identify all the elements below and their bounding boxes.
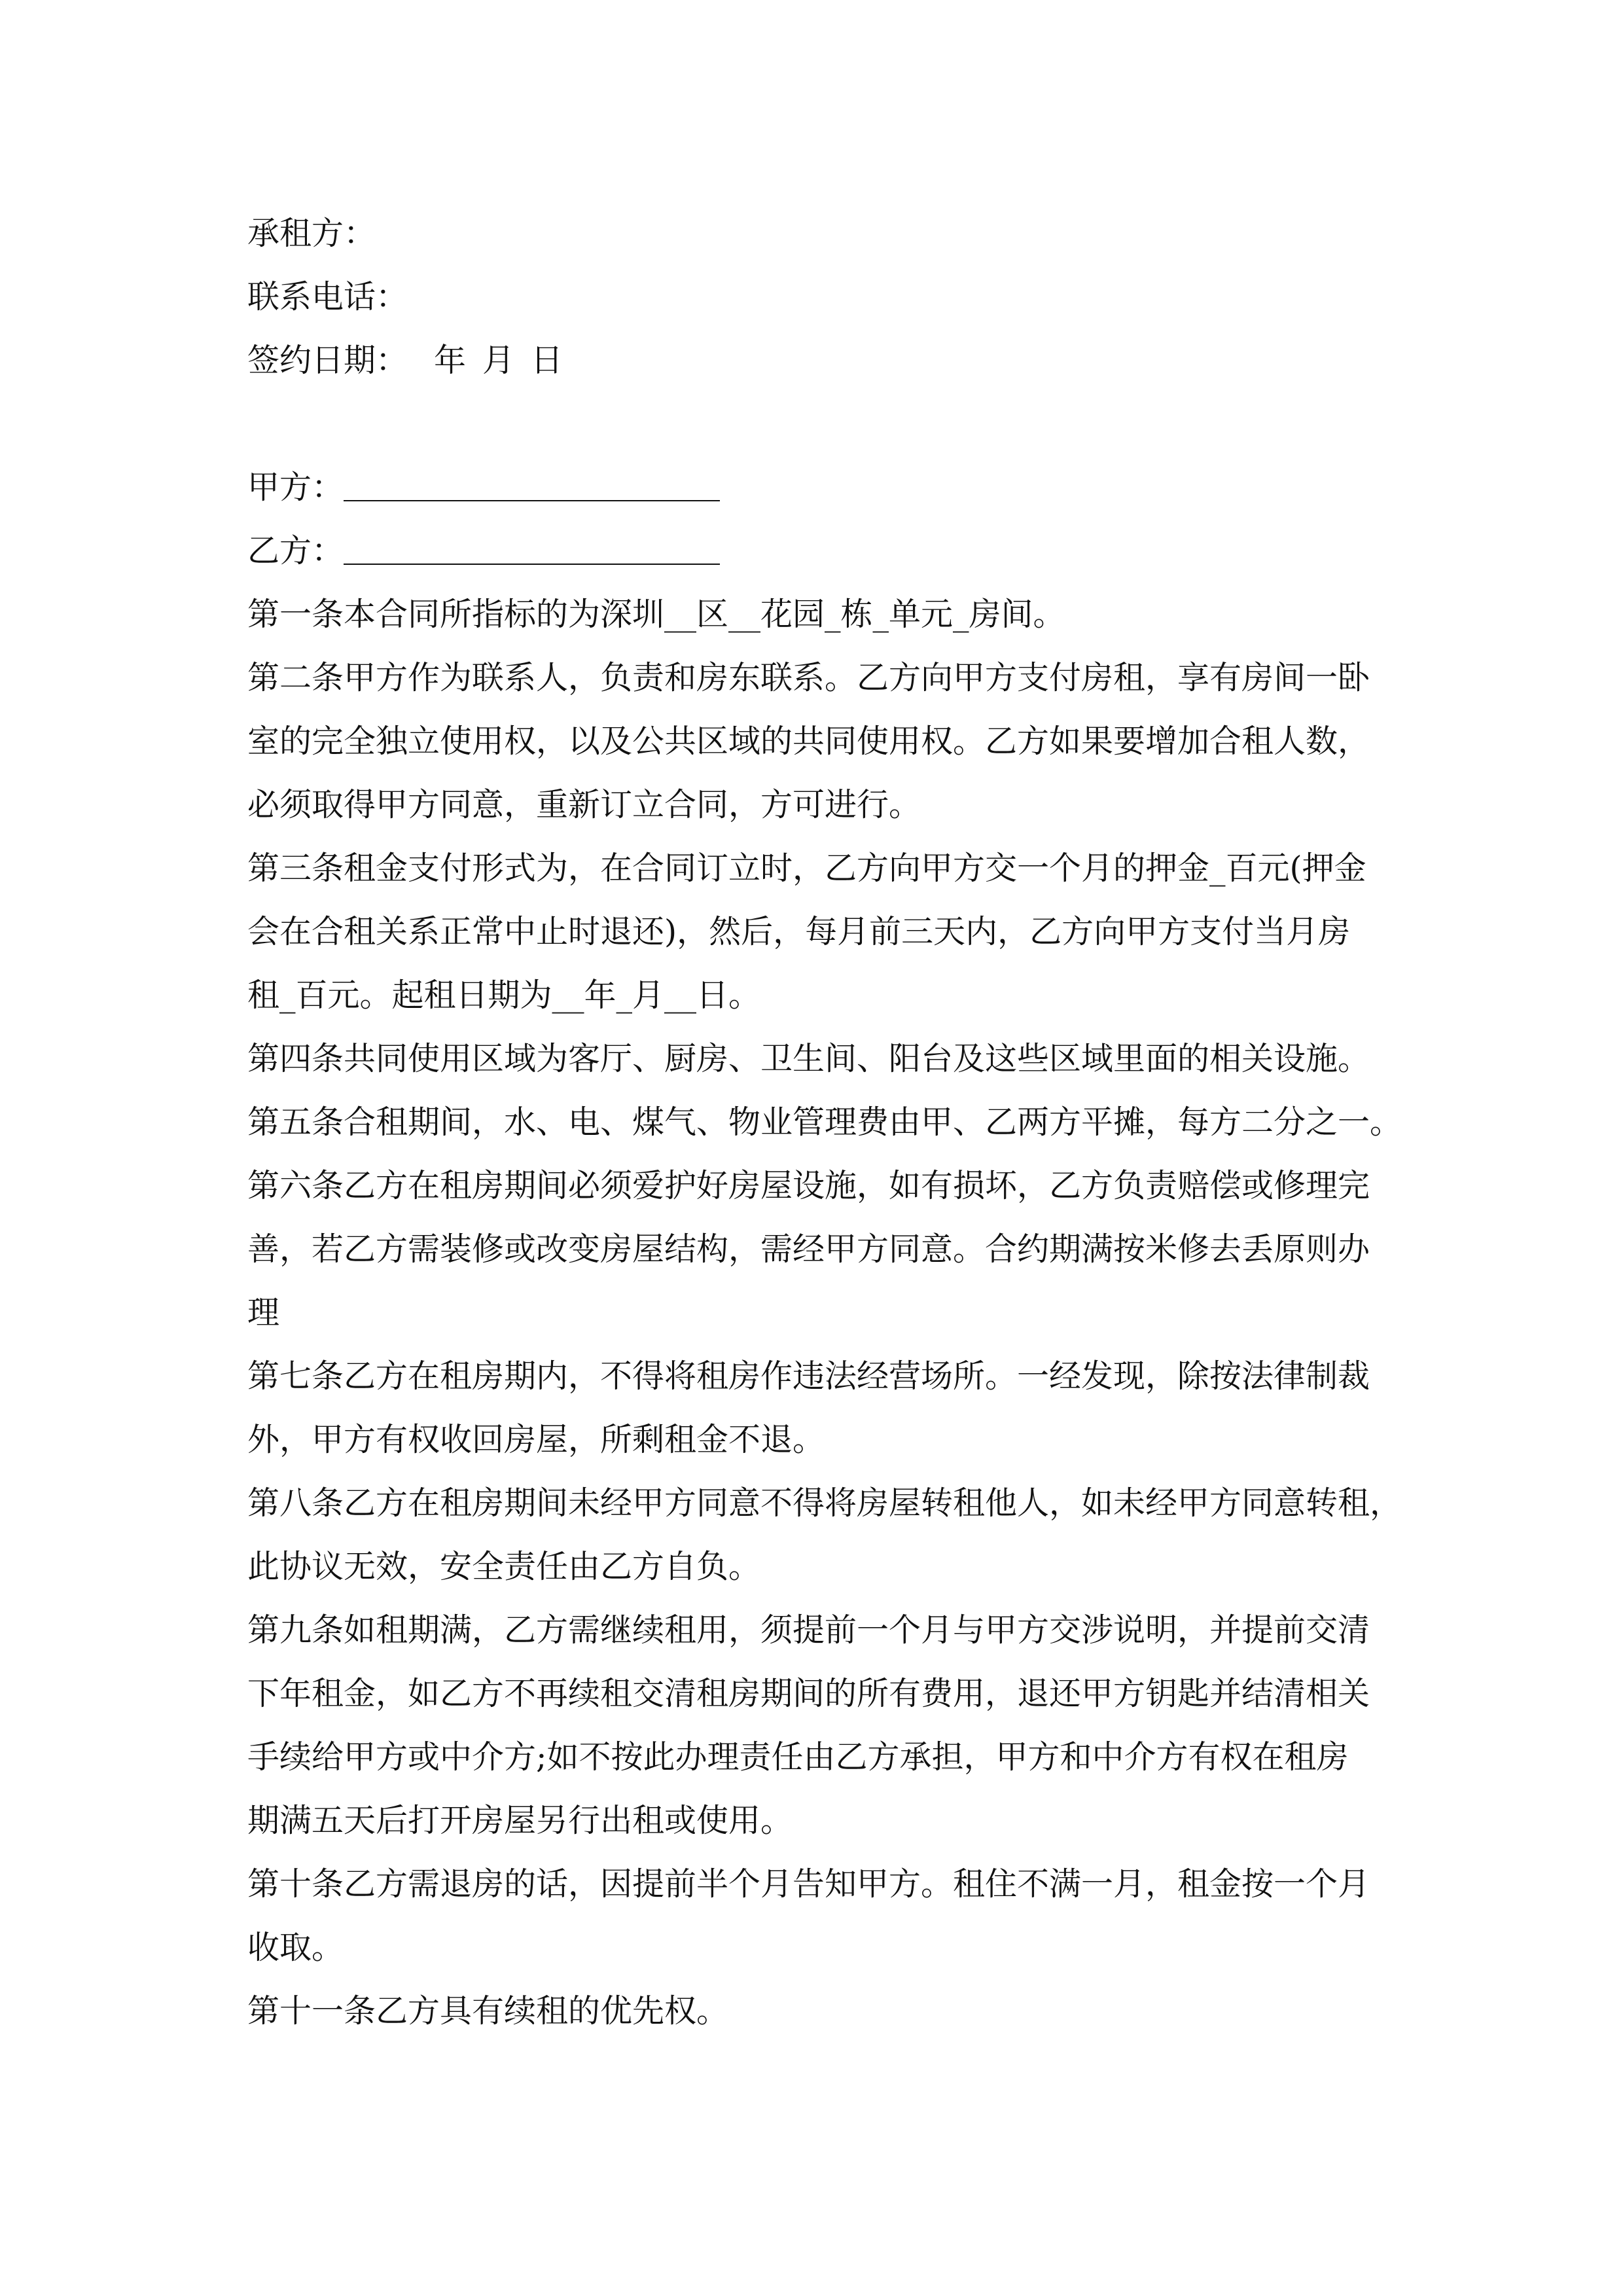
article-line: 第九条如租期满，乙方需继续租用，须提前一个月与甲方交涉说明，并提前交清: [247, 1611, 1370, 1649]
article-line: 理: [247, 1294, 280, 1331]
party-b-label: 乙方：: [247, 532, 344, 569]
article-line: 第三条租金支付形式为，在合同订立时，乙方向甲方交一个月的押金_百元(押金: [247, 850, 1366, 887]
article-line: 第二条甲方作为联系人，负责和房东联系。乙方向甲方支付房租，享有房间一卧: [247, 659, 1370, 696]
article-line: 期满五天后打开房屋另行出租或使用。: [247, 1802, 793, 1839]
party-a-label: 甲方：: [247, 469, 344, 506]
article-line: 必须取得甲方同意，重新订立合同，方可进行。: [247, 786, 921, 823]
article-line: 第一条本合同所指标的为深圳__区__花园_栋_单元_房间。: [247, 596, 1065, 633]
article-line: 此协议无效，安全责任由乙方自负。: [247, 1548, 761, 1585]
article-line: 租_百元。起租日期为__年_月__日。: [247, 977, 761, 1014]
article-line: 收取。: [247, 1929, 344, 1966]
sign-date-line: [247, 329, 1406, 392]
sign-date-month: 月: [482, 342, 515, 379]
article-line: 下年租金，如乙方不再续租交清租房期间的所有费用，退还甲方钥匙并结清相关: [247, 1675, 1370, 1712]
party-a-signature-line: [344, 456, 720, 501]
article-line: 第四条共同使用区域为客厅、厨房、卫生间、阳台及这些区域里面的相关设施。: [247, 1040, 1370, 1077]
party-b-line: [247, 519, 1406, 583]
article-line: 第十条乙方需退房的话，因提前半个月告知甲方。租住不满一月，租金按一个月: [247, 1865, 1370, 1903]
article-line: 第七条乙方在租房期内，不得将租房作违法经营场所。一经发现，除按法律制裁: [247, 1357, 1370, 1395]
party-a-line: [247, 456, 1406, 519]
article-line: 善，若乙方需装修或改变房屋结构，需经甲方同意。合约期满按米修去丢原则办: [247, 1230, 1370, 1268]
spacer: [247, 392, 1406, 456]
sign-date-day: 日: [531, 342, 563, 379]
article-line: 第八条乙方在租房期间未经甲方同意不得将房屋转租他人，如未经甲方同意转租，: [247, 1484, 1402, 1522]
lessee-label: 承租方：: [247, 215, 376, 252]
article-line: 第十一条乙方具有续租的优先权。: [247, 1992, 729, 2030]
contract-body: [247, 202, 1406, 2043]
article-line: 外，甲方有权收回房屋，所剩租金不退。: [247, 1421, 825, 1458]
article-line: 第六条乙方在租房期间必须爱护好房屋设施，如有损坏，乙方负责赔偿或修理完: [247, 1167, 1370, 1204]
article-line: 手续给甲方或中介方;如不按此办理责任由乙方承担，甲方和中介方有权在租房: [247, 1738, 1349, 1776]
article-line: 室的完全独立使用权，以及公共区域的共同使用权。乙方如果要增加合租人数，: [247, 723, 1370, 760]
article-line: 第五条合租期间，水、电、煤气、物业管理费由甲、乙两方平摊，每方二分之一。: [247, 1103, 1402, 1141]
article-line: 会在合租关系正常中止时退还)，然后，每月前三天内，乙方向甲方支付当月房: [247, 913, 1351, 950]
phone-label: 联系电话：: [247, 278, 408, 315]
sign-date-year: 年: [434, 342, 467, 379]
party-b-signature-line: [344, 519, 720, 565]
sign-date-label: 签约日期：: [247, 342, 408, 379]
